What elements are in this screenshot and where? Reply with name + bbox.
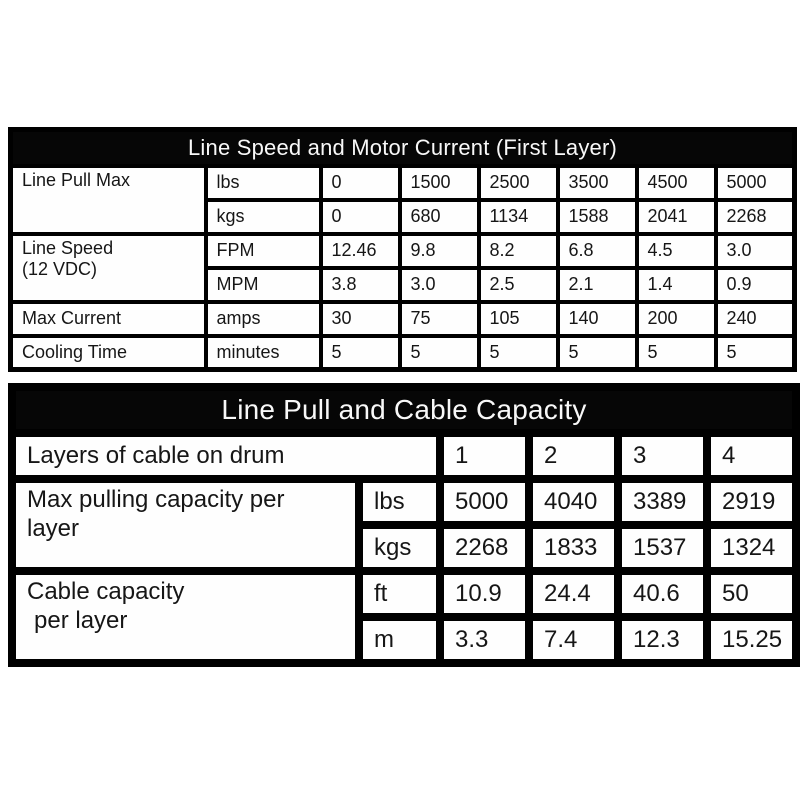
value-cell: 0	[321, 200, 400, 234]
unit-kgs: kgs	[359, 525, 440, 571]
value-cell: 2268	[440, 525, 529, 571]
value-cell: 680	[400, 200, 479, 234]
value-cell: 3.0	[400, 268, 479, 302]
value-cell: 15.25	[707, 617, 796, 663]
value-cell: 1134	[479, 200, 558, 234]
value-cell: 5	[479, 336, 558, 370]
value-cell: 75	[400, 302, 479, 336]
table-row	[12, 571, 796, 617]
row-label-line-2: per layer	[34, 606, 128, 634]
layer-number-cell: 2	[529, 433, 618, 479]
value-cell: 40.6	[618, 571, 707, 617]
value-cell: 4500	[637, 166, 716, 200]
value-cell: 2268	[716, 200, 795, 234]
value-cell: 5	[558, 336, 637, 370]
table2-title-row	[12, 387, 796, 433]
value-cell: 2041	[637, 200, 716, 234]
value-cell: 2.5	[479, 268, 558, 302]
unit-amps: amps	[206, 302, 321, 336]
unit-ft: ft	[359, 571, 440, 617]
value-cell: 5	[400, 336, 479, 370]
value-cell: 6.8	[558, 234, 637, 268]
value-cell: 3.0	[716, 234, 795, 268]
value-cell: 200	[637, 302, 716, 336]
table-row	[12, 433, 796, 479]
value-cell: 3.3	[440, 617, 529, 663]
unit-mpm: MPM	[206, 268, 321, 302]
value-cell: 105	[479, 302, 558, 336]
row-label-line-speed	[11, 234, 206, 302]
value-cell: 1500	[400, 166, 479, 200]
layer-number-cell: 1	[440, 433, 529, 479]
value-cell: 5000	[716, 166, 795, 200]
row-label-layers-of-cable: Layers of cable on drum	[12, 433, 440, 479]
table1-title: Line Speed and Motor Current (First Layer)	[11, 130, 795, 166]
unit-lbs: lbs	[359, 479, 440, 525]
row-label-line-1: Max pulling capacity per	[27, 486, 285, 513]
row-label-cable-capacity	[12, 571, 359, 663]
value-cell: 4040	[529, 479, 618, 525]
value-cell: 5000	[440, 479, 529, 525]
value-cell: 1588	[558, 200, 637, 234]
value-cell: 30	[321, 302, 400, 336]
unit-m: m	[359, 617, 440, 663]
value-cell: 1833	[529, 525, 618, 571]
value-cell: 50	[707, 571, 796, 617]
table-row	[11, 336, 795, 370]
value-cell: 3389	[618, 479, 707, 525]
value-cell: 8.2	[479, 234, 558, 268]
table-row	[11, 302, 795, 336]
row-label-max-pulling-capacity	[12, 479, 359, 571]
value-cell: 2.1	[558, 268, 637, 302]
value-cell: 240	[716, 302, 795, 336]
unit-lbs: lbs	[206, 166, 321, 200]
unit-kgs: kgs	[206, 200, 321, 234]
value-cell: 7.4	[529, 617, 618, 663]
line-speed-motor-current-table	[8, 127, 797, 372]
value-cell: 1324	[707, 525, 796, 571]
value-cell: 10.9	[440, 571, 529, 617]
value-cell: 12.46	[321, 234, 400, 268]
row-label-cooling-time: Cooling Time	[11, 336, 206, 370]
value-cell: 0	[321, 166, 400, 200]
value-cell: 5	[637, 336, 716, 370]
row-label-max-current: Max Current	[11, 302, 206, 336]
value-cell: 1.4	[637, 268, 716, 302]
value-cell: 9.8	[400, 234, 479, 268]
value-cell: 24.4	[529, 571, 618, 617]
line-pull-cable-capacity-table	[8, 383, 800, 667]
value-cell: 140	[558, 302, 637, 336]
value-cell: 3.8	[321, 268, 400, 302]
table1-title-row	[11, 130, 795, 166]
value-cell: 2919	[707, 479, 796, 525]
value-cell: 2500	[479, 166, 558, 200]
table-row	[11, 234, 795, 268]
value-cell: 0.9	[716, 268, 795, 302]
row-label-line-pull-max: Line Pull Max	[11, 166, 206, 234]
row-label-line-2: layer	[27, 514, 80, 542]
table2-title: Line Pull and Cable Capacity	[12, 387, 796, 433]
unit-minutes: minutes	[206, 336, 321, 370]
layer-number-cell: 3	[618, 433, 707, 479]
value-cell: 4.5	[637, 234, 716, 268]
unit-fpm: FPM	[206, 234, 321, 268]
value-cell: 5	[321, 336, 400, 370]
value-cell: 5	[716, 336, 795, 370]
value-cell: 3500	[558, 166, 637, 200]
row-label-line-2: (12 VDC)	[22, 259, 98, 280]
layer-number-cell: 4	[707, 433, 796, 479]
table-row	[11, 166, 795, 200]
value-cell: 1537	[618, 525, 707, 571]
value-cell: 12.3	[618, 617, 707, 663]
table-row	[12, 479, 796, 525]
row-label-line-1: Cable capacity	[27, 578, 185, 605]
row-label-line-1: Line Speed	[22, 237, 114, 258]
